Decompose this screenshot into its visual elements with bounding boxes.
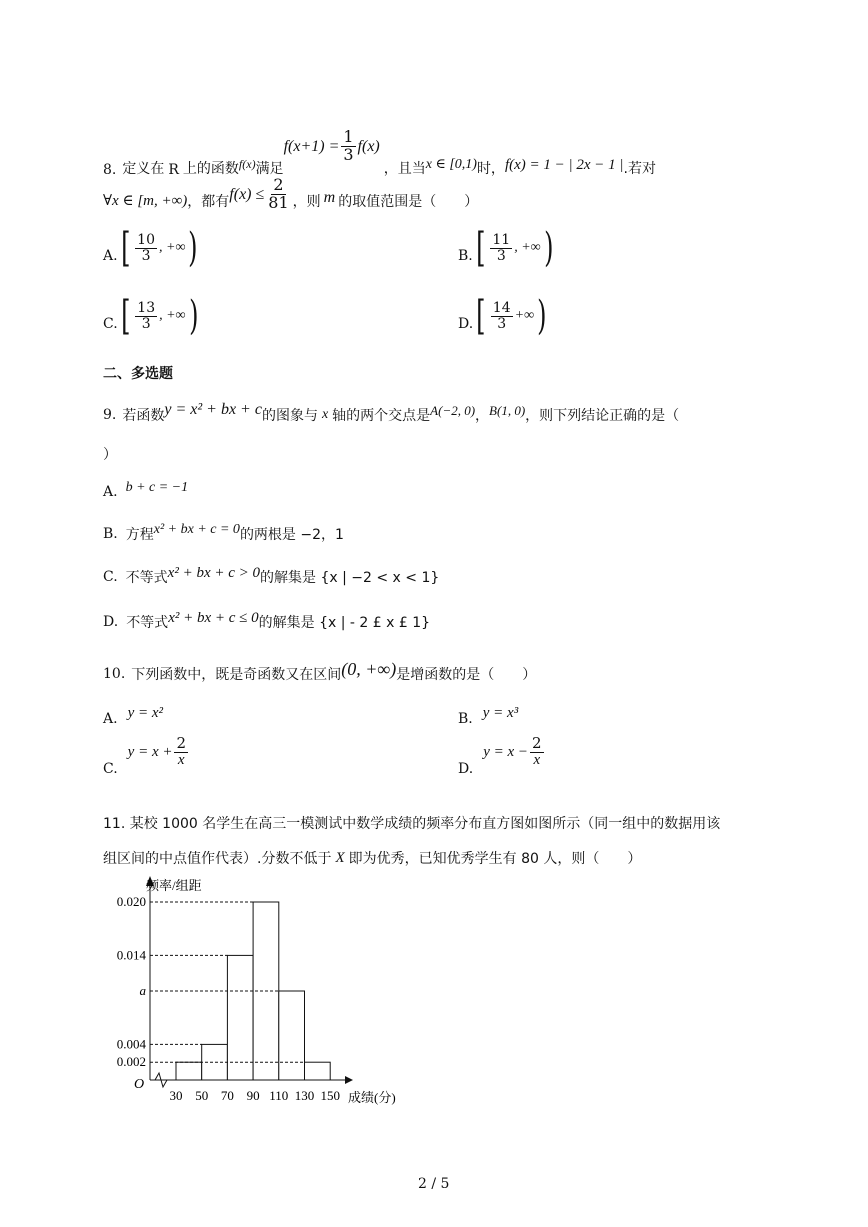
x-tick-label: 150: [320, 1088, 340, 1103]
q8-line1: 8. 定义在 R 上的函数 f(x) 满足 f(x+1) = $\frac{1}{3}$ f(x) ，且当 x ∈ [0,1) 时， f(x) = 1 − | 2x − 1 | .若对: [103, 127, 656, 178]
histogram-bar: [176, 1062, 202, 1080]
q10-option-a[interactable]: A. y = x²: [103, 705, 163, 727]
page-number: 2 / 5: [418, 1176, 450, 1192]
q9-stem-close: ）: [103, 447, 117, 463]
q8-line2: ∀x ∈ [m, +∞) ，都有 f(x) ≤ $\frac{2}{81}$ ，则 m 的取值范围是（ ）: [103, 175, 479, 212]
histogram-bar: [279, 991, 305, 1080]
q9-option-d[interactable]: D. 不等式 x² + bx + c ≤ 0 的解集是 {x | - 2 £ x £ 1}: [103, 609, 431, 631]
q11-line1: 11. 某校 1000 名学生在高三一模测试中数学成绩的频率分布直方图如图所示（同一组中的数据用该: [103, 816, 721, 832]
q8-inequality: f(x) ≤ $\frac{2}{81}$: [229, 175, 289, 212]
y-tick-label: 0.020: [116, 894, 146, 909]
q8-option-d[interactable]: D. [ $\frac{14}{3}$ +∞ ): [458, 293, 547, 339]
q8-option-a[interactable]: A. [ $\frac{10}{3}$ , +∞ ): [103, 225, 198, 271]
x-axis-label: 成绩(分): [348, 1090, 396, 1105]
x-axis-arrow: [345, 1076, 353, 1084]
q10-option-c[interactable]: C. y = x + $\frac{2}{x}$: [103, 734, 187, 777]
x-tick-label: 30: [169, 1088, 183, 1103]
q9-stem: 9. 若函数 y = x² + bx + c 的图象与 x 轴的两个交点是 A(−2, 0) ， B(1, 0) ，则下列结论正确的是（: [103, 401, 680, 424]
q8-functional-equation: f(x+1) = $\frac{1}{3}$ f(x): [283, 127, 380, 165]
x-tick-label: 110: [269, 1088, 289, 1103]
q8-option-b[interactable]: B. [ $\frac{11}{3}$ , +∞ ): [458, 225, 554, 271]
y-axis-label: 频率/组距: [146, 878, 202, 893]
q8-option-c[interactable]: C. [ $\frac{13}{3}$ , +∞ ): [103, 293, 199, 339]
frequency-histogram: [100, 872, 420, 1108]
histogram-bar: [305, 1062, 331, 1080]
x-tick-label: 70: [220, 1088, 234, 1103]
section-title-multiple-choice: 二、多选题: [103, 366, 173, 382]
y-tick-label: a: [139, 983, 146, 998]
y-tick-label: 0.014: [116, 947, 146, 963]
q8-number: 8.: [103, 162, 117, 178]
x-tick-label: 130: [294, 1088, 315, 1103]
q10-option-d[interactable]: D. y = x − $\frac{2}{x}$: [458, 734, 542, 777]
y-tick-label: 0.002: [116, 1054, 146, 1070]
q9-option-b[interactable]: B. 方程 x² + bx + c = 0 的两根是 −2，1: [103, 522, 344, 543]
x-tick-label: 90: [246, 1088, 260, 1103]
origin-label: O: [134, 1077, 145, 1092]
x-tick-label: 50: [195, 1088, 209, 1103]
q10-option-b[interactable]: B. y = x³: [458, 705, 519, 727]
histogram-bar: [227, 955, 253, 1080]
q11-line2: 组区间的中点值作代表）.分数不低于 X 即为优秀，已知优秀学生有 80 人，则（ ）: [103, 849, 642, 867]
q9-option-c[interactable]: C. 不等式 x² + bx + c > 0 的解集是 {x | −2 < x < 1}: [103, 564, 440, 586]
q9-option-a[interactable]: A. b + c = −1: [103, 480, 189, 500]
q10-stem: 10. 下列函数中，既是奇函数又在区间 (0, +∞) 是增函数的是（ ）: [103, 659, 537, 683]
y-tick-label: 0.004: [116, 1036, 146, 1052]
